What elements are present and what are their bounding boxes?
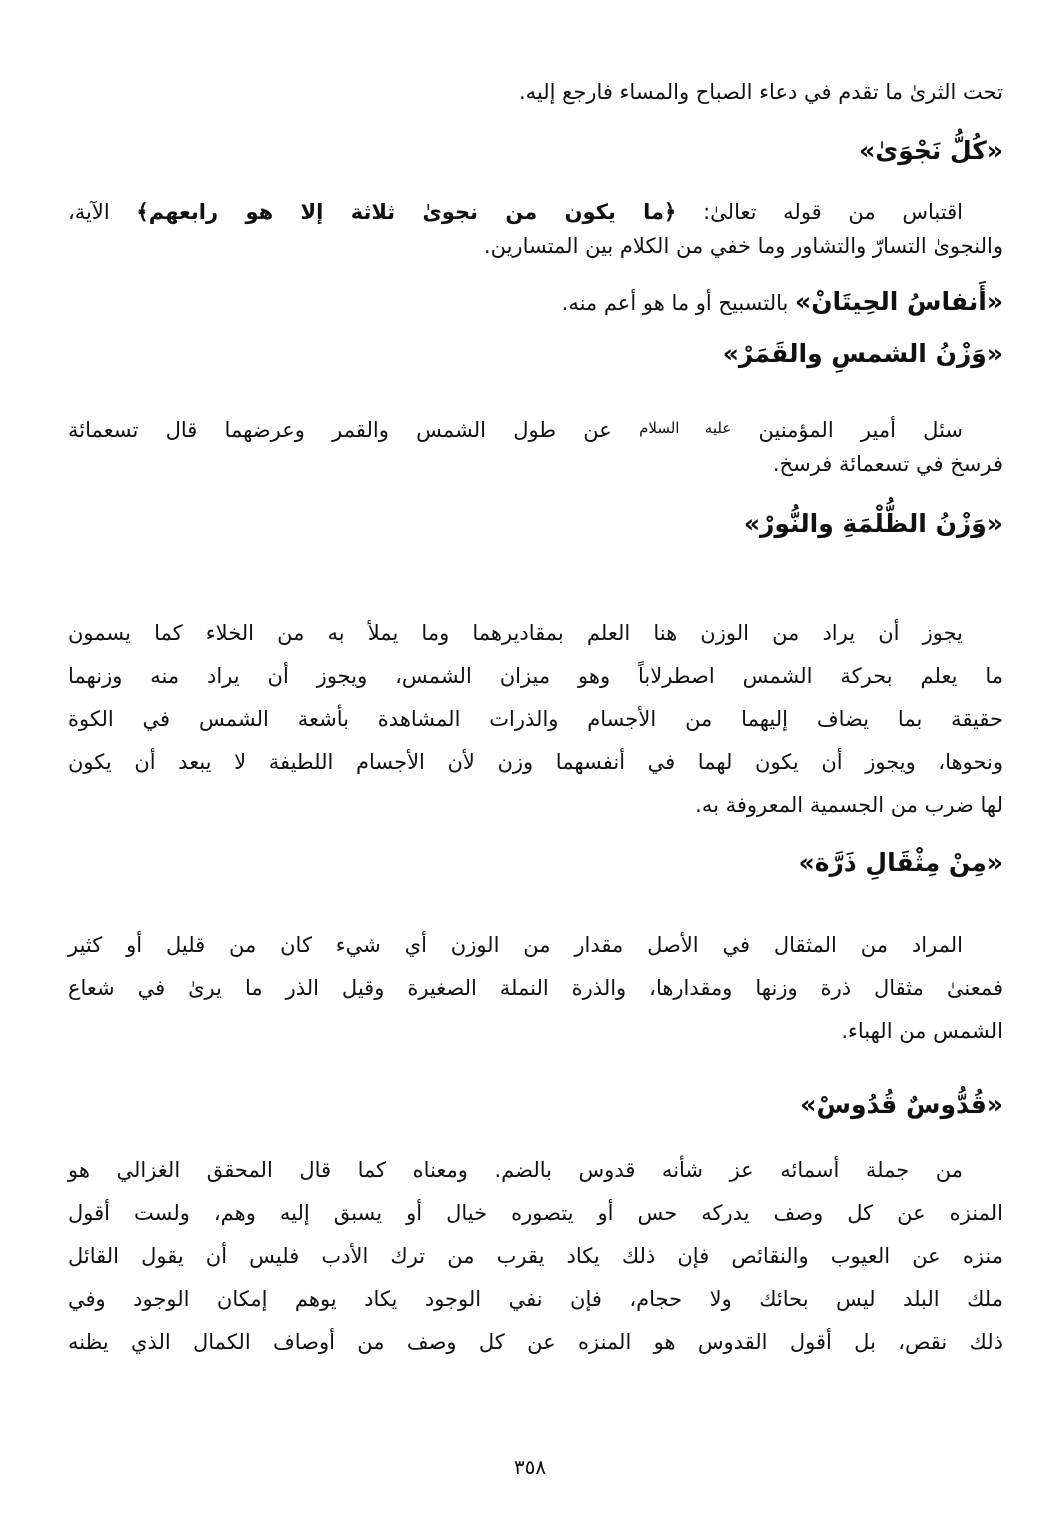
text-line: المنزه عن كل وصف يدركه حس أو يتصوره خيال أو يسبق إليه وهم، ولست أقول — [68, 1201, 1003, 1225]
text-line: فرسخ في تسعمائة فرسخ. — [772, 452, 1003, 476]
text-line: ذلك نقص، بل أقول القدوس هو المنزه عن كل وصف من أوصاف الكمال الذي يظنه — [68, 1330, 1003, 1354]
text-run: عن طول الشمس والقمر وعرضهما قال تسعمائة — [68, 418, 640, 442]
text-line — [68, 197, 1003, 227]
text-line — [68, 413, 1003, 445]
text-line: ملك البلد ليس بحائك ولا حجام، فإن نفي الوجود يكاد يوهم إمكان الوجود وفي — [68, 1287, 1003, 1311]
text-run: اقتباس من قوله تعالىٰ: — [676, 200, 963, 224]
page-number: ٣٥٨ — [513, 1455, 547, 1479]
text-line: ونحوها، ويجوز أن يكون لهما في أنفسهما وزن لأن الأجسام اللطيفة لا يبعد أن يكون — [68, 750, 1003, 774]
section-heading: «وَزْنُ الظُّلْمَةِ والنُّورْ» — [743, 509, 1003, 538]
section-heading: «كُلُّ نَجْوَىٰ» — [859, 136, 1003, 165]
quran-quote: ﴿ما يكون من نجوىٰ ثلاثة إلا هو رابعهم﴾ — [136, 200, 677, 224]
text-line: المراد من المثقال في الأصل مقدار من الوزن أي شيء كان من قليل أو كثير — [68, 933, 963, 957]
section-heading: «قُدُّوسٌ قُدُوسْ» — [800, 1090, 1003, 1119]
text-line: ما يعلم بحركة الشمس اصطرلاباً وهو ميزان الشمس، ويجوز أن يراد منه وزنهما — [68, 664, 1003, 688]
text-run: بالتسبيح أو ما هو أعم منه. — [561, 291, 796, 315]
text-line: يجوز أن يراد من الوزن هنا العلم بمقاديرهما وما يملأ به من الخلاء كما يسمون — [68, 621, 963, 645]
section-heading: «أَنفاسُ الحِيتَانْ» — [795, 287, 1003, 316]
text-run: الآية، — [68, 200, 137, 224]
text-line: فمعنىٰ مثقال ذرة وزنها ومقدارها، والذرة النملة الصغيرة وقيل الذر ما يرىٰ في شعاع — [68, 976, 1003, 1000]
text-run: سئل أمير المؤمنين — [731, 418, 963, 442]
text-line: الشمس من الهباء. — [841, 1019, 1003, 1043]
text-line: من جملة أسمائه عز شأنه قدوس بالضم. ومعناه كما قال المحقق الغزالي هو — [68, 1158, 963, 1182]
text-line: حقيقة بما يضاف إليهما من الأجسام والذرات المشاهدة بأشعة الشمس في الكوة — [68, 707, 1003, 731]
section-heading: «وَزْنُ الشمسِ والقَمَرْ» — [722, 339, 1003, 368]
text-line: منزه عن العيوب والنقائص فإن ذلك يكاد يقرب من ترك الأدب فليس أن يقول القائل — [68, 1244, 1003, 1268]
honorific-symbol: عليه السلام — [639, 419, 732, 437]
text-line: تحت الثرىٰ ما تقدم في دعاء الصباح والمساء فارجع إليه. — [518, 80, 1003, 104]
section-heading: «مِنْ مِثْقَالِ ذَرَّة» — [798, 848, 1003, 877]
text-line: والنجوىٰ التسارّ والتشاور وما خفي من الكلام بين المتسارين. — [483, 234, 1003, 258]
text-line: لها ضرب من الجسمية المعروفة به. — [695, 793, 1003, 817]
text-line — [68, 287, 1003, 318]
